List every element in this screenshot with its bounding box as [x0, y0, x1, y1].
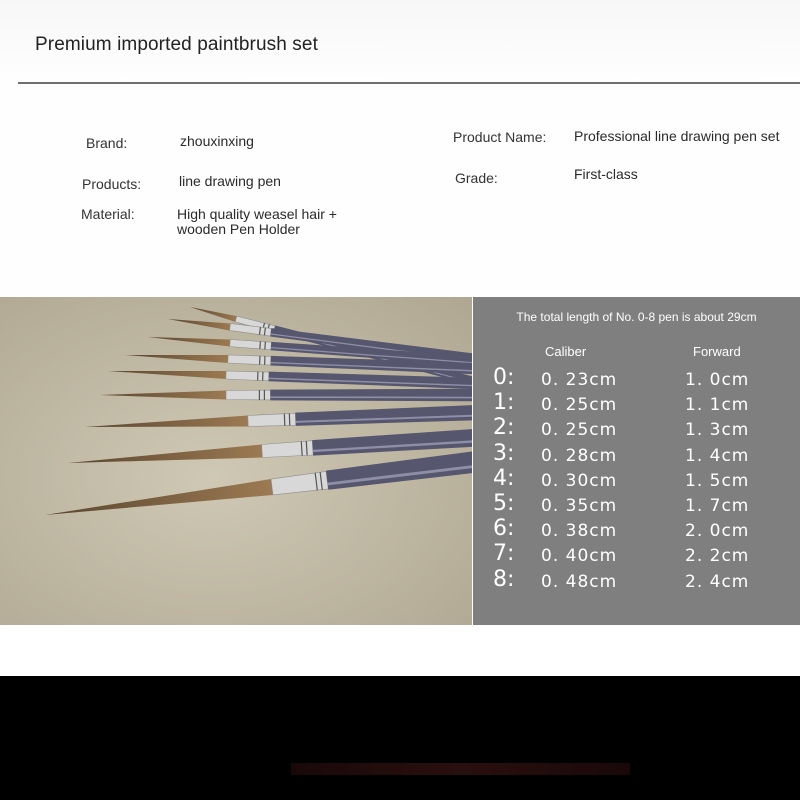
footer-strip	[291, 763, 630, 775]
forward-value: 1. 0cm	[685, 370, 750, 390]
forward-value: 1. 7cm	[685, 496, 750, 516]
ferrule-crimp	[265, 342, 266, 350]
pen-number: 4:	[493, 465, 515, 491]
products-label: Products:	[82, 176, 142, 192]
material-value: High quality weasel hair + wooden Pen Holder	[177, 206, 337, 237]
forward-value: 1. 5cm	[685, 470, 750, 491]
brand-label: Brand:	[86, 135, 128, 151]
forward-value: 2. 0cm	[685, 521, 750, 542]
ferrule-crimp	[260, 341, 261, 349]
caliber-value: 0. 40cm	[541, 546, 618, 567]
pen-number: 5:	[493, 491, 515, 516]
products-value: line drawing pen	[179, 173, 281, 189]
grade-value: First-class	[574, 166, 638, 182]
brush-set-illustration	[0, 297, 472, 625]
brush-ferrule	[248, 413, 296, 426]
brush-ferrule	[226, 390, 270, 400]
material-label: Material:	[81, 206, 135, 222]
pen-number: 2:	[493, 415, 515, 441]
caliber-value: 0. 25cm	[541, 420, 618, 441]
footer-band	[0, 676, 800, 800]
pen-number: 7:	[493, 541, 515, 567]
brand-value: zhouxinxing	[180, 133, 254, 149]
caliber-value: 0. 25cm	[541, 395, 618, 416]
paintbrush-photo	[0, 297, 472, 625]
caliber-value: 0. 28cm	[541, 445, 618, 466]
grade-label: Grade:	[455, 170, 498, 186]
page-title: Premium imported paintbrush set	[35, 34, 318, 55]
product-name-value: Professional line drawing pen set	[574, 128, 780, 144]
caliber-value: 0. 48cm	[541, 571, 618, 592]
total-length-note: The total length of No. 0-8 pen is about 29cm	[516, 310, 757, 324]
forward-value: 1. 1cm	[685, 395, 750, 416]
forward-header: Forward	[693, 344, 741, 359]
pen-number: 6:	[493, 516, 515, 542]
forward-value: 1. 3cm	[685, 420, 750, 441]
caliber-value: 0. 23cm	[541, 370, 618, 390]
forward-value: 1. 4cm	[685, 445, 750, 466]
caliber-header: Caliber	[545, 344, 587, 359]
pen-number: 0:	[493, 365, 515, 390]
pen-number: 1:	[493, 390, 515, 416]
pen-number: 3:	[493, 440, 515, 466]
forward-value: 2. 2cm	[685, 546, 750, 567]
pen-number: 8:	[493, 566, 515, 592]
caliber-value: 0. 38cm	[541, 521, 618, 542]
size-table-panel	[473, 297, 800, 625]
caliber-value: 0. 30cm	[541, 470, 618, 491]
title-divider	[18, 82, 800, 84]
forward-value: 2. 4cm	[685, 571, 750, 592]
product-name-label: Product Name:	[453, 129, 547, 145]
caliber-value: 0. 35cm	[541, 496, 618, 516]
